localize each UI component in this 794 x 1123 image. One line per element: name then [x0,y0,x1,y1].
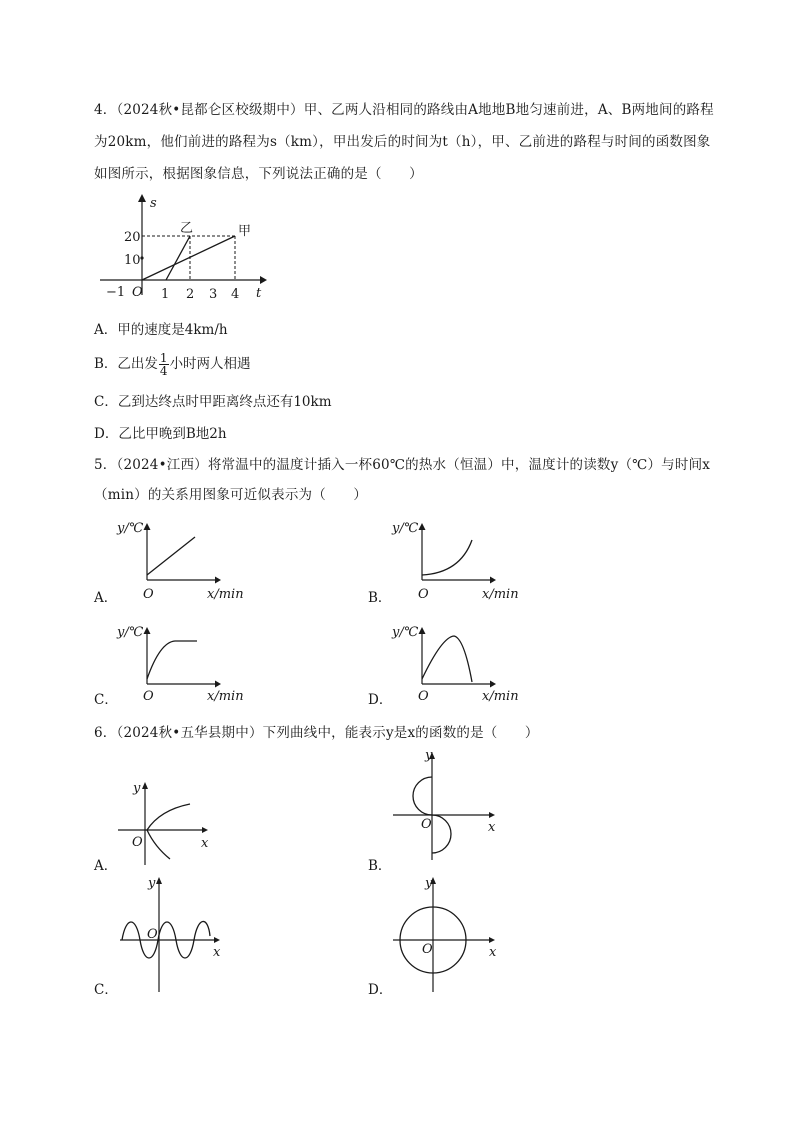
q5-option-d-label: D． [368,692,393,708]
q6-c-origin: O [147,927,158,942]
q4-dot-10 [140,256,143,259]
q6-graph-a [110,775,220,870]
q4-yi-line [166,236,190,280]
q6-b-y: y [425,748,433,763]
q4-jia-label: 甲 [238,224,252,239]
q5-c-origin: O [143,689,154,704]
q5-graph-b [390,518,560,608]
q6-a-x: x [201,836,209,851]
q4-tick-4: 4 [231,287,240,302]
q6-a-origin: O [132,835,143,850]
q4-tick-10: 10 [124,253,141,268]
q6-option-a-label: A． [94,858,118,874]
q5-option-c-label: C． [94,692,118,708]
q6-graph-b [385,745,505,865]
q4-option-b-post: 小时两人相遇 [169,356,251,372]
q4-tick-2: 2 [186,287,195,302]
q6-a-y: y [133,781,141,796]
q5-d-xlabel: x/min [482,689,519,704]
q5-d-origin: O [418,689,429,704]
q4-frac-den: 4 [159,364,168,378]
q6-c-y: y [148,876,156,891]
q4-x-arrow [260,276,267,284]
q4-option-a: A．甲的速度是4km/h [94,322,228,338]
q4-line1: 4．（2024秋•昆都仑区校级期中）甲、乙两人沿相同的路线由A地地B地匀速前进，A、B两地间的路程 [94,102,714,118]
q4-option-b-pre: B．乙出发 [94,356,158,372]
q5-d-ylabel: y/℃ [392,625,419,640]
q6-d-origin: O [422,942,433,957]
q4-jia-line [142,236,235,280]
q6-graph-c [110,870,230,995]
q5-b-origin: O [418,587,429,602]
q5-a-origin: O [143,587,154,602]
q4-tick-1: 1 [161,287,170,302]
q5-graph-a [115,518,285,608]
q5-c-xlabel: x/min [207,689,244,704]
q5-graph-d [390,622,560,712]
q6-b-upper-arc [413,777,432,815]
q4-line2: 为20km，他们前进的路程为s（km），甲出发后的时间为t（h），甲、乙前进的路程与时间的函数图象 [94,134,711,150]
q6-line1: 6．（2024秋•五华县期中）下列曲线中，能表示y是x的函数的是（ ） [94,725,539,741]
q5-b-xlabel: x/min [482,587,519,602]
q4-option-b [94,352,251,377]
q4-tick-m1: −1 [106,285,126,300]
q5-c-curve [147,641,197,679]
q4-origin: O [132,285,143,300]
q5-a-ylabel: y/℃ [117,521,144,536]
q4-yi-label: 乙 [180,221,194,236]
q5-b-curve [422,540,472,575]
q4-option-c: C．乙到达终点时甲距离终点还有10km [94,394,332,410]
q6-b-origin: O [421,817,432,832]
q5-option-b-label: B． [368,590,392,606]
q4-y-arrow [138,194,146,202]
q4-s-label: s [150,196,157,211]
q6-option-d-label: D． [368,982,393,998]
q4-tick-3: 3 [209,287,218,302]
q6-c-x: x [213,945,221,960]
q4-option-d: D．乙比甲晚到B地2h [94,426,227,442]
q6-b-lower-arc [432,815,451,853]
q5-graph-c [115,622,285,712]
q5-a-xlabel: x/min [207,587,244,602]
q5-line2: （min）的关系用图象可近似表示为（ ） [94,487,368,503]
q4-graph [100,190,280,305]
q5-line1: 5．（2024•江西）将常温中的温度计插入一杯60℃的热水（恒温）中，温度计的读数y（℃）与时间x [94,457,711,473]
q5-c-ylabel: y/℃ [117,625,144,640]
q6-graph-d [385,870,505,995]
q4-tick-20: 20 [124,230,141,245]
q6-d-y: y [425,876,433,891]
q5-b-ylabel: y/℃ [392,521,419,536]
q5-option-a-label: A． [94,590,118,606]
q5-a-curve [147,537,195,575]
q6-option-c-label: C． [94,982,118,998]
q6-d-x: x [489,945,497,960]
q4-option-b-fraction [159,352,169,377]
q6-b-x: x [488,820,496,835]
q6-option-b-label: B． [368,858,392,874]
q5-d-curve [422,636,472,682]
q4-line3: 如图所示，根据图象信息，下列说法正确的是（ ） [94,166,423,182]
q6-a-curve [147,804,190,859]
q4-frac-num: 1 [159,351,168,365]
q4-t-label: t [256,286,262,301]
